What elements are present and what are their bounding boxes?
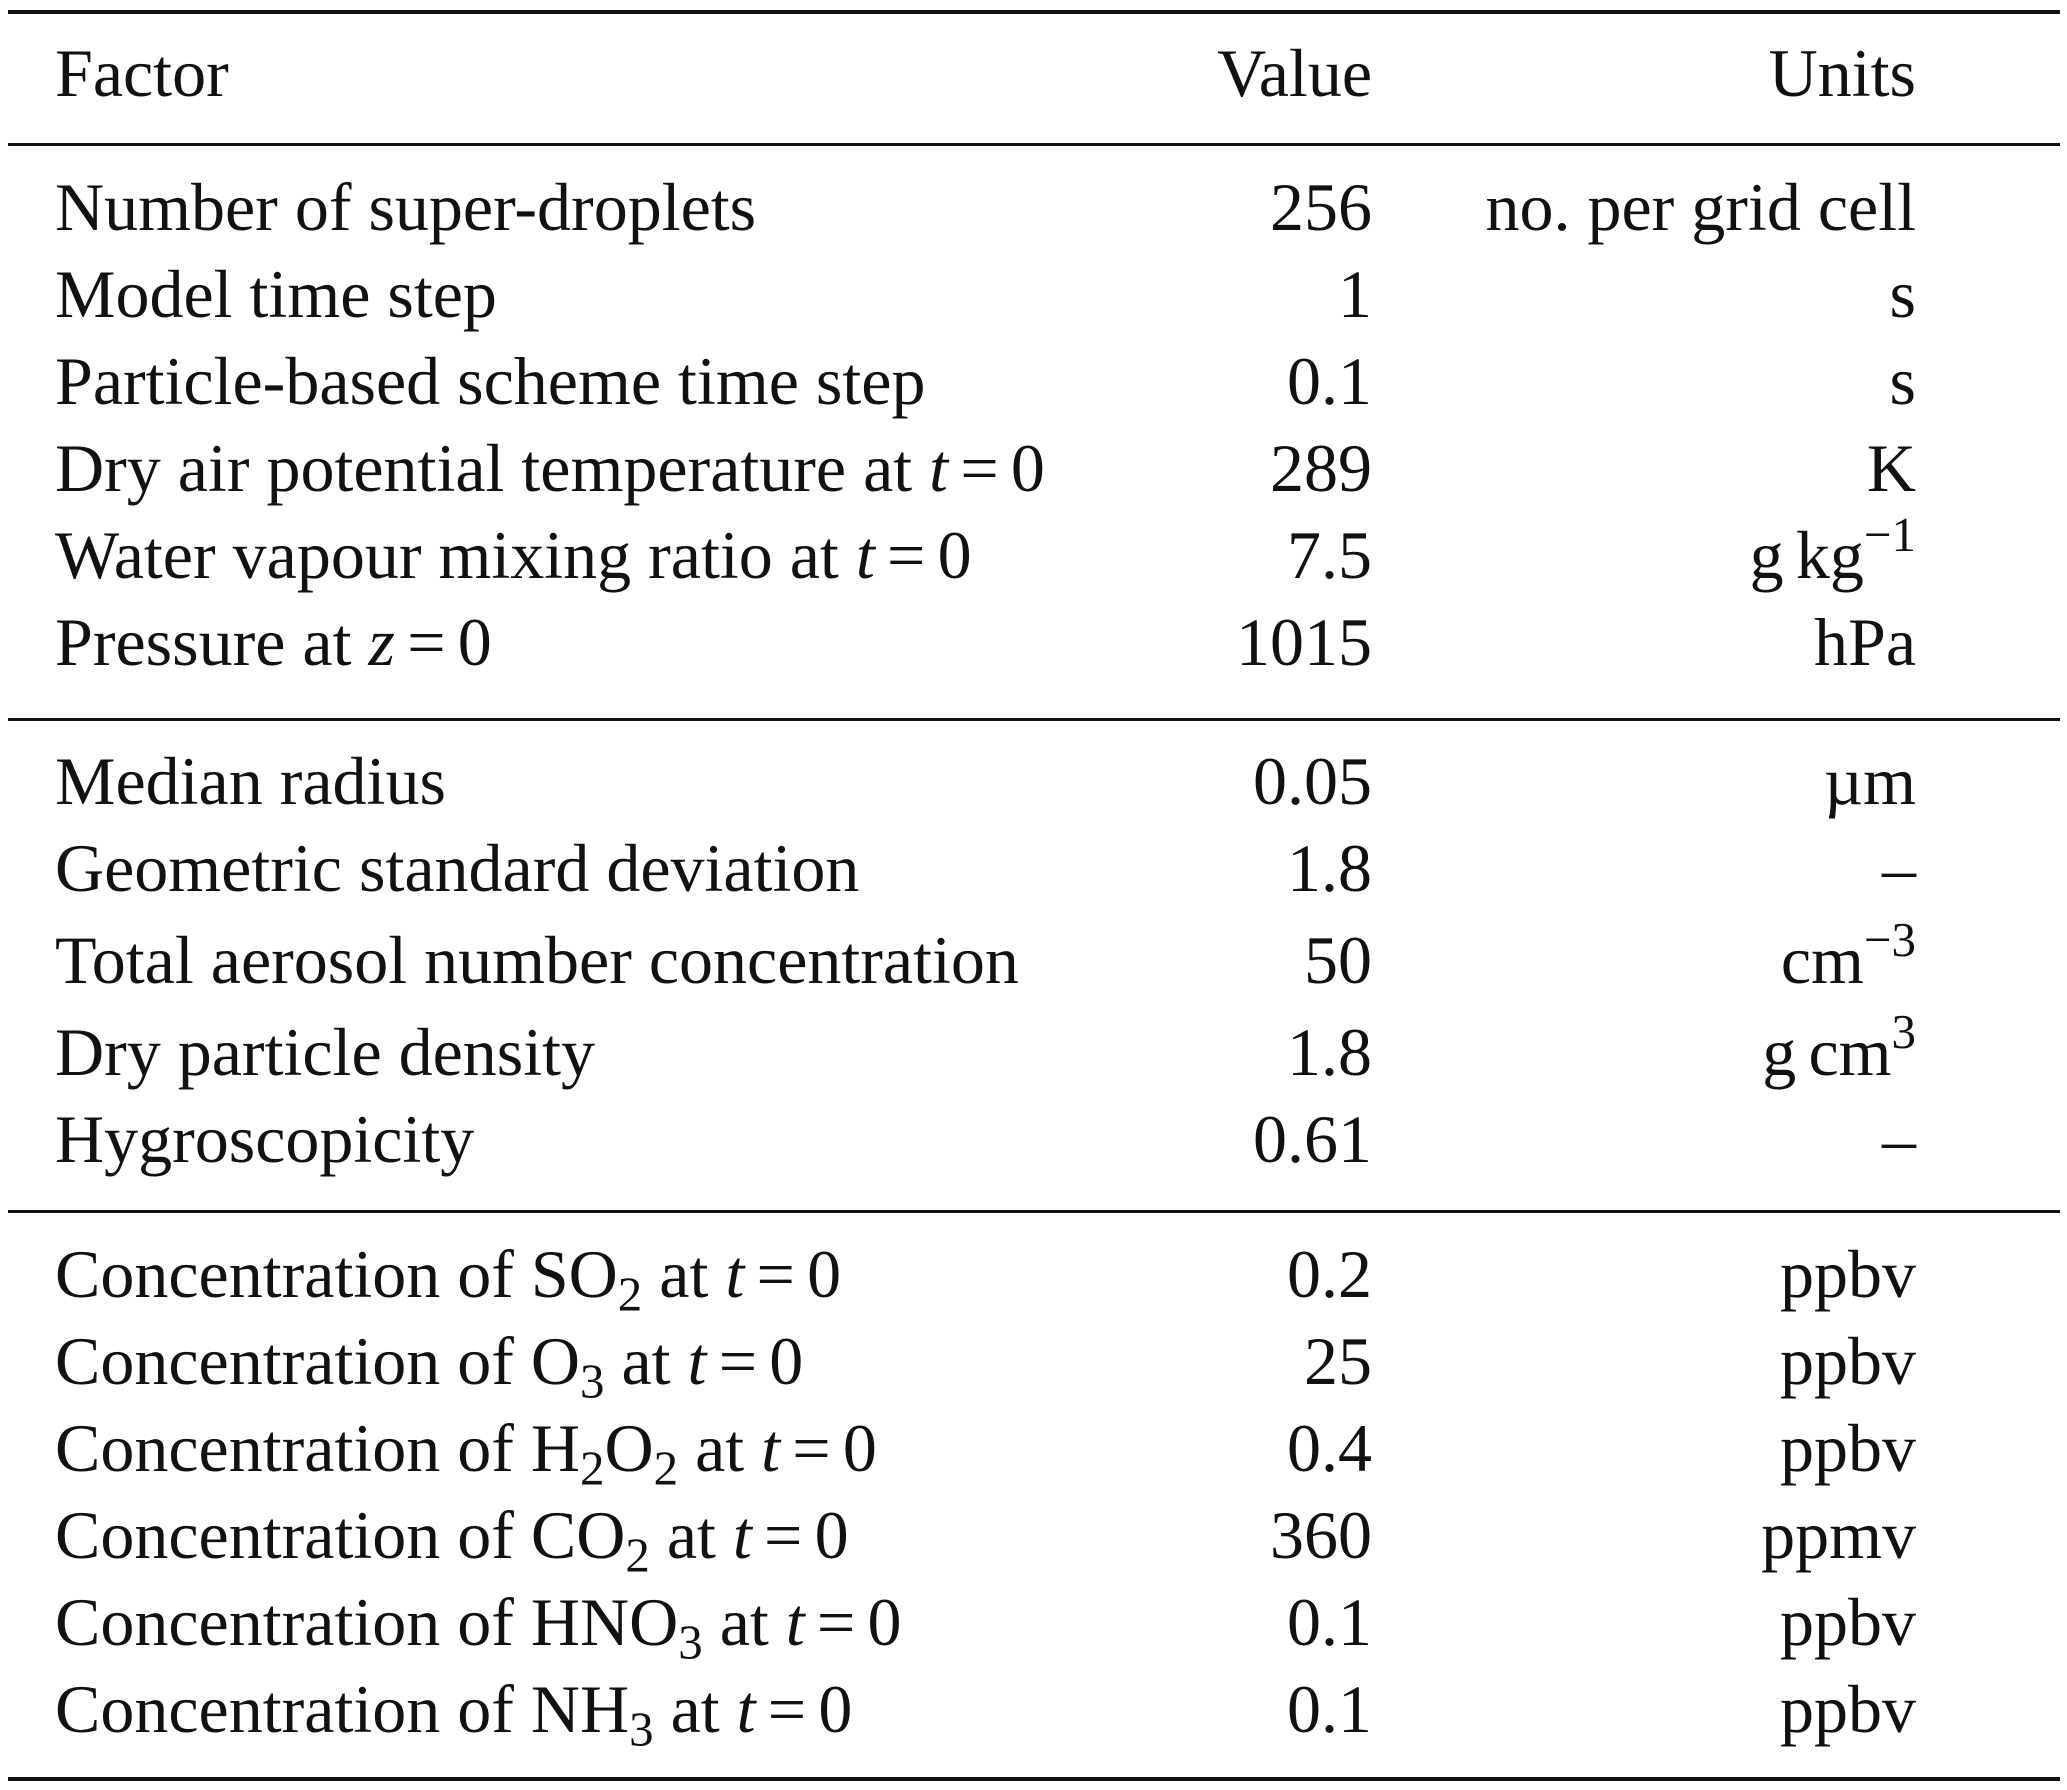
table-header-row — [0, 33, 2067, 113]
header-units: Units — [1768, 35, 1916, 111]
table-row — [0, 428, 2067, 508]
units-cell: – — [1882, 830, 1916, 906]
table-row — [0, 912, 2067, 1000]
factor-cell: Concentration of $H_2O_2$ at t = 0 — [55, 1410, 877, 1496]
table-row — [0, 1321, 2067, 1409]
units-cell: s — [1889, 256, 1916, 332]
units-cell: g $kg^{-1}$ — [1749, 507, 1916, 593]
value-cell: 0.4 — [1287, 1410, 1372, 1486]
units-cell: ppbv — [1780, 1671, 1916, 1747]
table-row — [0, 1408, 2067, 1496]
value-cell: 0.05 — [1253, 743, 1372, 819]
value-cell: 1.8 — [1287, 830, 1372, 906]
value-cell: 1015 — [1236, 604, 1372, 680]
factor-cell: Dry air potential temperature at t = 0 — [55, 430, 1045, 506]
units-cell: µm — [1823, 743, 1916, 819]
units-cell: g $cm^3$ — [1762, 1004, 1916, 1090]
factor-cell: Concentration of $NH_3$ at t = 0 — [55, 1671, 853, 1757]
factor-cell: Water vapour mixing ratio at t = 0 — [55, 517, 972, 593]
header-value: Value — [1217, 35, 1372, 111]
value-cell: 0.2 — [1287, 1236, 1372, 1312]
value-cell: 0.1 — [1287, 343, 1372, 419]
units-cell: no. per grid cell — [1485, 169, 1916, 245]
units-cell: ppbv — [1780, 1410, 1916, 1486]
factor-cell: Total aerosol number concentration — [55, 922, 1019, 998]
factor-cell: Concentration of $SO_2$ at t = 0 — [55, 1236, 842, 1322]
value-cell: 7.5 — [1287, 517, 1372, 593]
table-row — [0, 828, 2067, 908]
factor-cell: Concentration of $CO_2$ at t = 0 — [55, 1497, 849, 1583]
units-cell: $cm^{-3}$ — [1780, 912, 1916, 998]
units-cell: K — [1866, 430, 1916, 506]
group-divider-rule — [8, 718, 2060, 721]
table-bottom-rule — [8, 1777, 2060, 1781]
factor-cell: Concentration of $HNO_3$ at t = 0 — [55, 1584, 902, 1670]
value-cell: 256 — [1270, 169, 1372, 245]
header-rule — [8, 143, 2060, 146]
value-cell: 50 — [1304, 922, 1372, 998]
value-cell: 1.8 — [1287, 1014, 1372, 1090]
factor-cell: Hygroscopicity — [55, 1101, 475, 1177]
table-row — [0, 167, 2067, 247]
header-factor: Factor — [55, 35, 229, 111]
factor-cell: Number of super-droplets — [55, 169, 757, 245]
units-cell: s — [1889, 343, 1916, 419]
table-row — [0, 1234, 2067, 1322]
factor-cell: Median radius — [55, 743, 446, 819]
table-row — [0, 1495, 2067, 1583]
table-row — [0, 507, 2067, 595]
factor-cell: Particle-based scheme time step — [55, 343, 926, 419]
factor-cell: Model time step — [55, 256, 497, 332]
units-cell: hPa — [1814, 604, 1916, 680]
factor-cell: Pressure at z = 0 — [55, 604, 492, 680]
value-cell: 289 — [1270, 430, 1372, 506]
units-cell: ppbv — [1780, 1236, 1916, 1312]
value-cell: 0.1 — [1287, 1671, 1372, 1747]
table-top-rule — [8, 10, 2060, 14]
table-row — [0, 341, 2067, 421]
table-row — [0, 1004, 2067, 1092]
value-cell: 0.1 — [1287, 1584, 1372, 1660]
value-cell: 1 — [1338, 256, 1372, 332]
group-divider-rule — [8, 1210, 2060, 1213]
factor-cell: Concentration of $O_3$ at t = 0 — [55, 1323, 804, 1409]
value-cell: 0.61 — [1253, 1101, 1372, 1177]
units-cell: ppbv — [1780, 1584, 1916, 1660]
table-row — [0, 1099, 2067, 1179]
table-row — [0, 254, 2067, 334]
units-cell: – — [1882, 1101, 1916, 1177]
units-cell: ppbv — [1780, 1323, 1916, 1399]
value-cell: 360 — [1270, 1497, 1372, 1573]
value-cell: 25 — [1304, 1323, 1372, 1399]
table-row — [0, 741, 2067, 821]
factor-cell: Dry particle density — [55, 1014, 596, 1090]
table-row — [0, 1582, 2067, 1670]
units-cell: ppmv — [1761, 1497, 1916, 1573]
table-row — [0, 602, 2067, 682]
factor-cell: Geometric standard deviation — [55, 830, 860, 906]
table-row — [0, 1669, 2067, 1757]
